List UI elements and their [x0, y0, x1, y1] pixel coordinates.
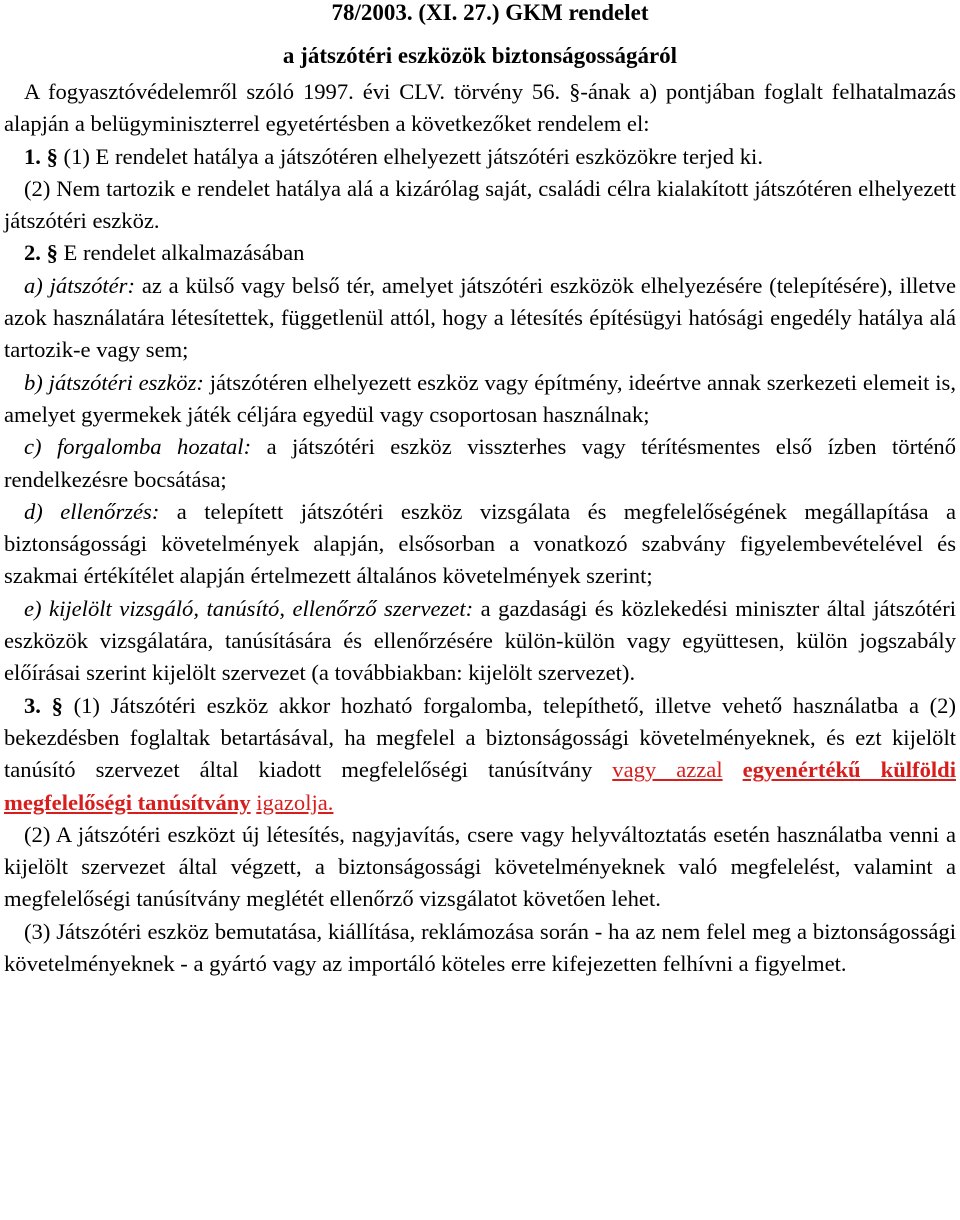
section-3-para-2: (2) A játszótéri eszközt új létesítés, nagyjavítás, csere vagy helyváltoztatás esetén használatba venni a kijelölt szervezet által végzett, a biztonságossági követelményeknek való megfelelést, valamint a megfelelőségi tanúsítvány meglétét ellenőrző vizsgálatot követően lehet.	[4, 821, 956, 912]
definition-b-text: játszótéren elhelyezett eszköz vagy építmény, ideértve annak szerkezeti elemeit is, amelyet gyermekek játék céljára egyedül vagy csoportosan használnak;	[4, 369, 956, 427]
section-1-para-1	[4, 141, 956, 173]
amended-text-2: igazolja.	[256, 789, 334, 815]
amended-text-bold: egyenértékű külföldi megfelelőségi tanúsítvány	[4, 757, 956, 815]
definition-b	[4, 367, 956, 432]
preamble: A fogyasztóvédelemről szóló 1997. évi CLV. törvény 56. §-ának a) pontjában foglalt felhatalmazás alapján a belügyminiszterrel egyetértésben a következőket rendelem el:	[4, 79, 956, 137]
definition-c-term: c) forgalomba hozatal:	[24, 434, 252, 460]
definition-e-text: a gazdasági és közlekedési miniszter által játszótéri eszközök vizsgálatára, tanúsítására és ellenőrzésére külön-külön vagy együttesen, külön jogszabály előírásai szerint kijelölt szervezet (a továbbiakban: kijelölt szervezet).	[4, 595, 957, 686]
definition-d-term: d) ellenőrzés:	[24, 498, 160, 524]
definition-c	[4, 431, 956, 496]
section-3-para-3: (3) Játszótéri eszköz bemutatása, kiállítása, reklámozása során - ha az nem felel meg a biztonságossági követelményeknek - a gyártó vagy az importáló köteles erre kifejezetten felhívni a figyelmet.	[4, 918, 956, 977]
definition-d	[4, 496, 956, 593]
definition-a	[4, 270, 956, 367]
section-1-para-1-text: (1) E rendelet hatálya a játszótéren elhelyezett játszótéri eszközökre terjed ki.	[63, 143, 763, 169]
section-2-intro-text: E rendelet alkalmazásában	[63, 240, 305, 266]
document-page	[4, 0, 956, 980]
section-1-para-2: (2) Nem tartozik e rendelet hatálya alá a kizárólag saját, családi célra kialakított játszótéren elhelyezett játszótéri eszköz.	[4, 175, 956, 234]
section-1-number: 1. §	[24, 143, 58, 169]
definition-d-text: a telepített játszótéri eszköz vizsgálata és megfelelőségének megállapítása a biztonságossági követelmények alapján, elsősorban a vonatkozó szabvány figyelembevételével és szakmai értékítélet alapján értelmezett általános követelmények szerint;	[4, 498, 956, 589]
definition-c-text: a játszótéri eszköz visszterhes vagy térítésmentes első ízben történő rendelkezésre bocsátása;	[4, 434, 956, 492]
section-3-para-1	[4, 690, 956, 819]
definition-e	[4, 593, 956, 690]
definition-a-term: a) játszótér:	[24, 272, 135, 298]
definition-a-text: az a külső vagy belső tér, amelyet játszótéri eszközök elhelyezésére (telepítésére), illetve azok használatára létesítettek, függetlenül attól, hogy a létesítés építésügyi hatósági engedély hatálya alá tartozik-e vagy sem;	[4, 272, 956, 363]
document-title: 78/2003. (XI. 27.) GKM rendelet	[331, 0, 649, 25]
section-3-number: 3. §	[24, 692, 63, 718]
document-subtitle: a játszótéri eszközök biztonságosságáról	[282, 43, 678, 68]
definition-b-term: b) játszótéri eszköz:	[24, 369, 204, 395]
definition-e-term: e) kijelölt vizsgáló, tanúsító, ellenőrző szervezet:	[24, 595, 474, 621]
amended-text-1: vagy azzal	[612, 757, 723, 783]
section-2-number: 2. §	[24, 240, 58, 266]
section-2-intro	[4, 237, 956, 269]
section-3-para-1-text: (1) Játszótéri eszköz akkor hozható forgalomba, telepíthető, illetve vehető használatba a (2) bekezdésben foglaltak betartásával, ha megfelel a biztonságossági követelményeknek, és ezt kijelölt tanúsító szervezet által kiadott megfelelőségi tanúsítvány	[4, 692, 956, 783]
